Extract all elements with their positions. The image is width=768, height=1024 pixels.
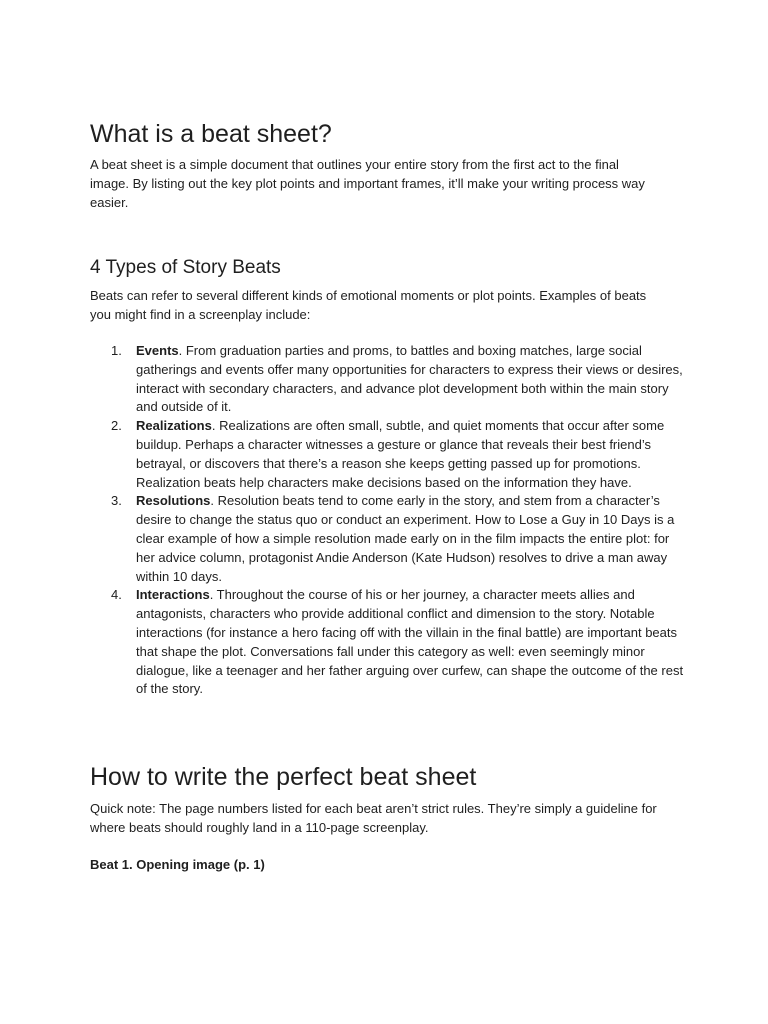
list-item [90,342,690,417]
heading-types-of-story-beats: 4 Types of Story Beats [90,257,281,278]
list-number: 3. [111,493,122,509]
list-text: . Resolution beats tend to come early in the story, and stem from a character’s desire to change the status quo or conduct an experiment. How to Lose a Guy in 10 Days is a clear example of how a simple resolution made early on in the film impacts the entire plot: for her advice column, protagonist Andie Anderson (Kate Hudson) resolves to drive a man away within 10 days. [136,493,675,584]
intro-paragraph: A beat sheet is a simple document that outlines your entire story from the first act to the final image. By listing out the key plot points and important frames, it’ll make your writing process way easier. [90,157,645,210]
list-text: . Realizations are often small, subtle, and quiet moments that occur after some buildup. Perhaps a character witnesses a gesture or glance that reveals their best friend’s betrayal, or discovers that there’s a reason she keeps getting passed up for promotions. Realization beats help characters make decisions based on the information they have. [136,418,665,490]
list-number: 4. [111,587,122,603]
list-number: 2. [111,418,122,434]
list-number: 1. [111,343,122,358]
list-term: Interactions [136,587,210,603]
list-text: . Throughout the course of his or her journey, a character meets allies and antagonists, characters who provide additional conflict and dimension to the story. Notable interactions (for instance a hero facing off with the villain in the final battle) are important beats that shape the plot. Conversations fall under this category as well: even seemingly minor dialogue, like a teenager and her father arguing over curfew, can shape the outcome of the rest of the story. [136,587,684,697]
list-term: Realizations [136,418,212,434]
beat-types-list [90,342,690,699]
heading-what-is-beat-sheet: What is a beat sheet? [90,120,332,148]
list-item [90,492,690,586]
list-text: . From graduation parties and proms, to battles and boxing matches, large social gatherings and events offer many opportunities for characters to express their views or desires, interact with secondary characters, and advance plot development both within the main story and outside of it. [136,343,683,415]
list-term: Events [136,343,179,358]
list-item [90,586,690,699]
quick-note-paragraph: Quick note: The page numbers listed for each beat aren’t strict rules. They’re simply a guideline for where beats should roughly land in a 110-page screenplay. [90,801,657,835]
list-item [90,417,690,492]
beat-1-heading: Beat 1. Opening image (p. 1) [90,857,265,872]
beats-intro-paragraph: Beats can refer to several different kinds of emotional moments or plot points. Examples of beats you might find in a screenplay include: [90,288,647,322]
heading-how-to-write: How to write the perfect beat sheet [90,763,477,791]
list-term: Resolutions [136,493,211,509]
